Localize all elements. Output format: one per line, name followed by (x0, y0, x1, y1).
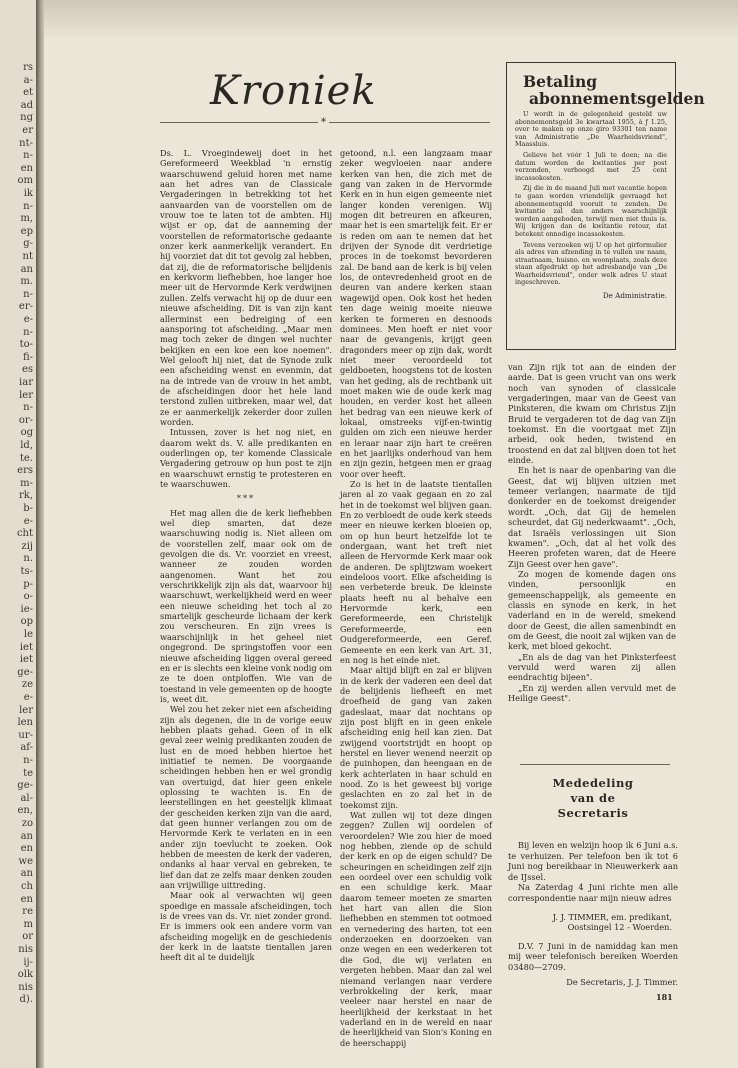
prev-page-fragment: ers (17, 465, 33, 477)
payment-notice-title: Betaling abonnementsgelden (523, 72, 705, 108)
col2-paragraph-3: Maar altijd blijft en zal er blijven in de kerk der vaderen een deel dat de belijdenis liefheeft en met droefheid de gang van zaken gadeslaat, maar dat nochtans op zijn post blijft en in geen enkele afscheiding enig heil kan zien. Dat zwijgend voortstrijdt en hoopt op herstel en liever wenend neerzit op de puinhopen, dan heengaan en de kerk achterlaten in haar schuld en nood. Zo is het geweest bij vorige geslachten en zo zal het in de toekomst zijn. (340, 665, 492, 810)
prev-page-fragment: o- (23, 591, 33, 603)
col3-paragraph-3: Zo mogen de komende dagen ons vinden, persoonlijk en gemeenschappelijk, als gemeente en classis en synode en kerk, in het vaderland en in de wereld, smekend door de Geest, die allen samenbindt en om de Geest, die nooit zal wijken van de kerk, met bloed gekocht. (508, 568, 676, 652)
prev-page-fragment: en, (17, 805, 33, 817)
prev-page-fragment: iet (19, 654, 33, 666)
payment-notice-paragraph: Gelieve het vóór 1 Juli te doen; na die datum worden de kwitanties per post verzonden, verhoogd met 25 cent incassokosten. (515, 150, 667, 182)
prev-page-fragment: an (20, 868, 33, 880)
mededeling-paragraph-3: D.V. 7 Juni in de namiddag kan men mij weer telefonisch bereiken Woerden 03480—2709. (508, 940, 678, 972)
prev-page-fragment: nt (22, 251, 33, 262)
payment-notice-paragraph: Zij die in de maand Juli met vacantie hopen te gaan worden vriendelijk gevraagd het abonnementsgeld vooruit te zenden. De kwitantie zal dan anders waarschijnlijk worden aangeboden, terwijl men niet thuis is. Wij krijgen dan de kwitantie retour, dat betekent onnodige incassokosten. (515, 184, 667, 238)
col1-paragraph-2: Intussen, zover is het nog niet, en daarom wekt ds. V. alle predikanten en ouderlingen op, ter komende Classicale Vergadering getrouw op hun post te zijn en waarschuwt ernstig te protesteren en te waarschuwen. (160, 427, 332, 489)
book-gutter (36, 0, 44, 1068)
prev-page-fragment: e- (23, 314, 33, 325)
prev-page-fragment: ler (19, 389, 33, 401)
prev-page-fragment: ze (21, 679, 33, 691)
prev-page-fragment: te. (19, 452, 33, 464)
prev-page-fragment: g- (23, 238, 33, 250)
prev-page-fragment: er (22, 125, 33, 136)
kroniek-heading: Kroniek (210, 68, 377, 114)
mededeling-rule (520, 764, 670, 765)
prev-page-fragment: an (20, 263, 33, 275)
prev-page-fragment: or- (18, 414, 33, 426)
prev-page-fragment: nis (18, 981, 33, 993)
prev-page-fragment: b- (23, 503, 33, 514)
prev-page-fragment: cht (16, 528, 33, 540)
mededeling-paragraph-1: Bij leven en welzijn hoop ik 6 Juni a.s. te verhuizen. Per telefoon ben ik tot 6 Juni nog bereikbaar in Nieuwerkerk aan de IJssel. (508, 840, 678, 882)
prev-page-fragment: af- (20, 742, 33, 754)
prev-page-fragment: ik (23, 188, 33, 199)
prev-page-fragment: p- (23, 578, 33, 590)
prev-page-fragment: en (20, 893, 33, 905)
prev-page-fragment: ts- (20, 566, 33, 577)
prev-page-fragment: m (23, 918, 33, 930)
prev-page-fragment: n- (23, 288, 33, 300)
payment-notice-signature: De Administratie. (602, 291, 667, 301)
col1-paragraph-3: Het mag allen die de kerk liefhebben wel diep smarten, dat deze waarschuwing nodig is. Niet alleen om de voorstellen zelf, maar ook om de gevolgen die ds. Vr. voorziet en vreest, wanneer ze zouden worden aangenomen. Want het zou verschrikkelijk zijn als dat, waarvoor hij waarschuwt, werkelijkheid werd en weer een nieuwe scheiding het toch al zo smartelijk gescheurde lichaam der kerk zou verscheuren. En zijn vrees is waarschijnlijk in het geheel niet ongegrond. De springstoffen voor een nieuwe afscheiding liggen overal gereed en er is slechts een kleine vonk nodig om ze te doen ontploffen. Wie van de toestand in vele gemeenten op de hoogte is, weet dit. (160, 507, 332, 704)
prev-page-fragment: ij- (23, 956, 33, 968)
col2-paragraph-4: Wat zullen wij tot deze dingen zeggen? Zullen wij oordelen of veroordelen? Wie zou hier de moed nog hebben, ziende op de schuld der kerk en op de eigen schuld? De scheuringen en scheidingen zelf zijn een oordeel over een schuldig volk en een schuldige kerk. Maar daarom temeer moeten ze smarten het hart van allen die Sion liefhebben en stemmen tot ootmoed en vernedering des harten, tot een onderzoeken en doorzoeken van onze wegen en een wederkeren tot die God, die wij verlaten en vergeten hebben. Maar dan zal wel niemand verlangen naar verdere verbrokkeling der kerk, maar veeleer naar herstel en naar de heerlijkheid der kerkstaat in het vaderland en in de wereld en naar de heerlijkheid van Sion's Koning en de heerschappij (340, 810, 492, 1048)
prev-page-fragment: iet (19, 641, 33, 653)
address-line-2: Oostsingel 12 - Woerden. (567, 922, 672, 933)
prev-page-fragment: ur- (18, 729, 33, 741)
prev-page-fragment: re (22, 906, 33, 918)
kroniek-star: * (318, 117, 329, 128)
prev-page-fragment: n- (23, 402, 33, 414)
prev-page-fragment: n- (23, 326, 33, 338)
prev-page-fragment: og (20, 427, 33, 439)
page-top-shade (44, 0, 738, 40)
prev-page-fragment: to- (19, 339, 33, 351)
prev-page-fragment: n- (23, 755, 33, 766)
prev-page-fragment: le (23, 629, 33, 640)
article-column-2 (340, 148, 492, 1048)
prev-page-fragment: a- (23, 74, 33, 86)
payment-notice-box (506, 62, 705, 350)
prev-page-fragment: ie- (20, 603, 33, 615)
prev-page-fragment: ad (20, 99, 33, 111)
prev-page-fragment: an (20, 830, 33, 842)
prev-page-fragment: nis (18, 944, 33, 955)
col3-paragraph-2: En het is naar de openbaring van die Geest, dat wij blijven uitzien met temeer verlangen, naarmate de tijd donkerder en de toekomst dreigender wordt. „Och, dat Gij de hemelen scheurdet, dat Gij nederkwaamt". „Och, dat Israëls verlossingen uit Sion kwamen". „Och, dat al het volk des Heeren profeten waren, dat de Heere Zijn Geest over hen gave". (508, 465, 676, 569)
prev-page-fragment: rk, (18, 490, 33, 502)
col2-paragraph-2: Zo is het in de laatste tientallen jaren al zo vaak gegaan en zo zal het in de toekomst wel blijven gaan. En zo verbloedt de oude kerk steeds meer en nieuwe kerken bloeien op, om op hun beurt hetzelfde lot te ondergaan, want het treft niet alleen de Hervormde Kerk maar ook de anderen. De splijtzwam woekert eindeloos voort. Elke afscheiding is een verbeterde breuk. De kleinste plaats heeft nu al behalve een Hervormde kerk, een Gereformeerde, een Christelijk Gereformeerde, een Oudgereformeerde, een Geref. Gemeente en een kerk van Art. 31, en nog is het einde niet. (340, 479, 492, 665)
page-number: 181 (656, 992, 673, 1002)
prev-page-fragment: zo (21, 818, 33, 829)
prev-page-fragment: ge- (17, 666, 33, 678)
prev-page-fragment: nt- (19, 137, 33, 149)
prev-page-fragment: en (20, 843, 33, 855)
prev-page-fragment: er- (18, 301, 33, 313)
prev-page-fragment: ge- (17, 780, 33, 792)
col3-paragraph-4: „En als de dag van het Pinksterfeest vervuld werd waren zij allen eendrachtig bijeen". (508, 651, 676, 683)
prev-page-fragment: m- (20, 477, 33, 489)
prev-page-fragment: e- (23, 692, 33, 703)
prev-page-fragment: n. (23, 553, 33, 565)
prev-page-fragment: et (23, 87, 33, 99)
col3-paragraph-5: „En zij werden allen vervuld met de Heilige Geest". (508, 682, 676, 703)
prev-page-fragment: m. (20, 276, 33, 288)
prev-page-fragment: or (22, 931, 33, 943)
prev-page-fragment: fi- (22, 351, 33, 363)
col1-paragraph-4: Wel zou het zeker niet een afscheiding zijn als degenen, die in de vorige eeuw hebben plaats gehad. Geen of in elk geval zeer weinig predikanten zouden de lust en de moed hebben hiertoe het initiatief te nemen. De voorgaande scheidingen hebben hen er wel grondig van overtuigd, dat hier geen enkele oplossing te wachten is. En de leerstellingen en het geestelijk klimaat der gescheiden kerken zijn van die aard, dat geen hunner verlangen zou om de Hervormde Kerk te verlaten en in een ander zijn toevlucht te zoeken. Ook hebben de meesten de kerk der vaderen, ondanks al haar verval en gebreken, te lief dan dat ze zelfs maar denken zouden aan vrijwillige uittreding. (160, 704, 332, 891)
col1-paragraph-1: Ds. L. Vroegindeweij doet in het Gereformeerd Weekblad 'n ernstig waarschuwend geluid horen met name aan het adres van de Classicale Vergaderingen in betrekking tot het aanvaarden van de voorstellen om de vrouw toe te laten tot de ambten. Hij wijst er op, dat de aanneming der voorstellen de reformatorische gedaante onzer kerk aanmerkelijk verandert. En hij voorziet dat dit tot gevolg zal hebben, dat zij, die de reformatorische belijdenis en kerkvorm liefhebben, hoe langer hoe meer uit de Hervormde Kerk verdwijnen zullen. Zelfs verwacht hij op de duur een nieuwe afscheiding. Dit is van zijn kant allerminst een bedreiging of een aansporing tot afscheiding. „Maar men mag toch zeker de dingen wel nuchter bekijken en een koe een koe noemen". Wel gelooft hij niet, dat de Synode zulk een afscheiding wenst en evenmin, dat na de intrede van de vrouw in het ambt, de afscheidingen door het hele land terstond zullen uitbreken, maar wel, dat ze er aanmerkelijk zekerder door zullen worden. (160, 148, 332, 427)
prev-page-fragment: n- (23, 200, 33, 212)
prev-page-fragment: n- (23, 150, 33, 162)
article-column-3 (508, 362, 676, 703)
mededeling-title: Mededeling van de Secretaris (552, 776, 634, 820)
col2-paragraph-1: getoond, n.l. een langzaam maar zeker wegvloeien naar andere kerken van hen, die zich met de gang van zaken in de Hervormde Kerk en in hun eigen gemeente niet langer konden verenigen. Wij mogen dit betreuren en afkeuren, maar het is een smartelijk feit. Er er is reden om aan te nemen dat het drijven der Synode dit verdrietige proces in de toekomst bevorderen zal. De band aan de kerk is bij velen los, de ontevredenheid groot en de deuren van andere kerken staan wagewijd open. Ook kost het heden ten dage weinig moeite nieuwe kerken te formeren en desnoods dominees. Men hoeft er niet voor naar de gevangenis, krijgt geen dragonders meer op zijn dak, wordt niet meer veroordeeld tot geldboeten, hoogstens tot de kosten van het geding, als de rechtbank uit moet maken wie de oude kerk mag houden, en verder kost het alleen het bedrag van een nieuwe kerk of lokaal, omstreeks vijf-en-twintig gulden om zich een nieuwe herder en leraar naar zijn hart te creëren en het jaarlijks onderhoud van hem en zijn gezin, hetgeen men er graag voor over heeft. (340, 148, 492, 479)
prev-page-fragment: iar (19, 377, 33, 388)
prev-page-fragment: rs (23, 62, 33, 73)
previous-page-edge (0, 0, 36, 1068)
prev-page-fragment: m, (20, 213, 33, 225)
prev-page-fragment: olk (17, 969, 33, 981)
prev-page-fragment: ld, (20, 440, 33, 451)
prev-page-fragment: te (23, 767, 33, 779)
col3-paragraph-1: van Zijn rijk tot aan de einden der aarde. Dat is geen vrucht van ons werk noch van synoden of classicale vergaderingen, maar van de Geest van Pinksteren, die kwam om Christus Zijn Bruid te vergaderen tot de dag van Zijn toekomst. En die voortgaat met Zijn arbeid, ook heden, twistend en troostend en dat zal blijven doen tot het einde. (508, 362, 676, 466)
article-column-1 (160, 148, 332, 963)
prev-page-fragment: we (18, 855, 33, 867)
prev-page-fragment: ch (20, 881, 33, 892)
section-separator: *** (236, 493, 256, 504)
prev-page-fragment: e- (23, 515, 33, 527)
prev-page-fragment: ler (19, 704, 33, 716)
prev-page-fragment: ep (20, 225, 33, 237)
prev-page-fragment: ng (20, 112, 33, 124)
payment-notice-body (515, 111, 667, 287)
prev-page-fragment: len (17, 717, 33, 729)
payment-notice-paragraph: U wordt in de gelegenheid gesteld uw abonnementsgeld 3e kwartaal 1955, à ƒ 1.25, over te maken op onze giro 93301 ten name van Administratie „De Waarheidsvriend", Maassluis. (515, 110, 667, 149)
address-line-1: J. J. TIMMER, em. predikant, (552, 911, 672, 922)
prev-page-fragment: es (21, 364, 33, 376)
col1-paragraph-5: Maar ook al verwachten wij geen spoedige en massale afscheidingen, toch is de vrees van ds. Vr. niet zonder grond. Er is immers ook een andere vorm van afscheiding mogelijk en de geschiedenis der kerk in de laatste tientallen jaren heeft dit al te duidelijk (160, 890, 332, 963)
prev-page-fragment: op (20, 616, 33, 628)
mededeling-paragraph-2: Na Zaterdag 4 Juni richte men alle correspondentie naar mijn nieuw adres (508, 882, 678, 903)
payment-notice-paragraph: Tevens verzoeken wij U op het girformulier als adres van afzending in te vullen uw naam, straatnaam, huisno. en woonplaats, zoals deze staan afgedrukt op het adresbandje van „De Waarheidsvriend", onder welk adres U staat ingeschreven. (515, 240, 667, 287)
prev-page-fragment: en (20, 162, 33, 174)
mededeling-body (508, 840, 678, 987)
prev-page-fragment: om (17, 175, 33, 187)
mededeling-signature: De Secretaris, J. J. Timmer. (566, 976, 678, 987)
prev-page-fragment: al- (20, 792, 33, 804)
prev-page-fragment: d). (19, 994, 33, 1006)
prev-page-fragment: zij (21, 540, 33, 552)
